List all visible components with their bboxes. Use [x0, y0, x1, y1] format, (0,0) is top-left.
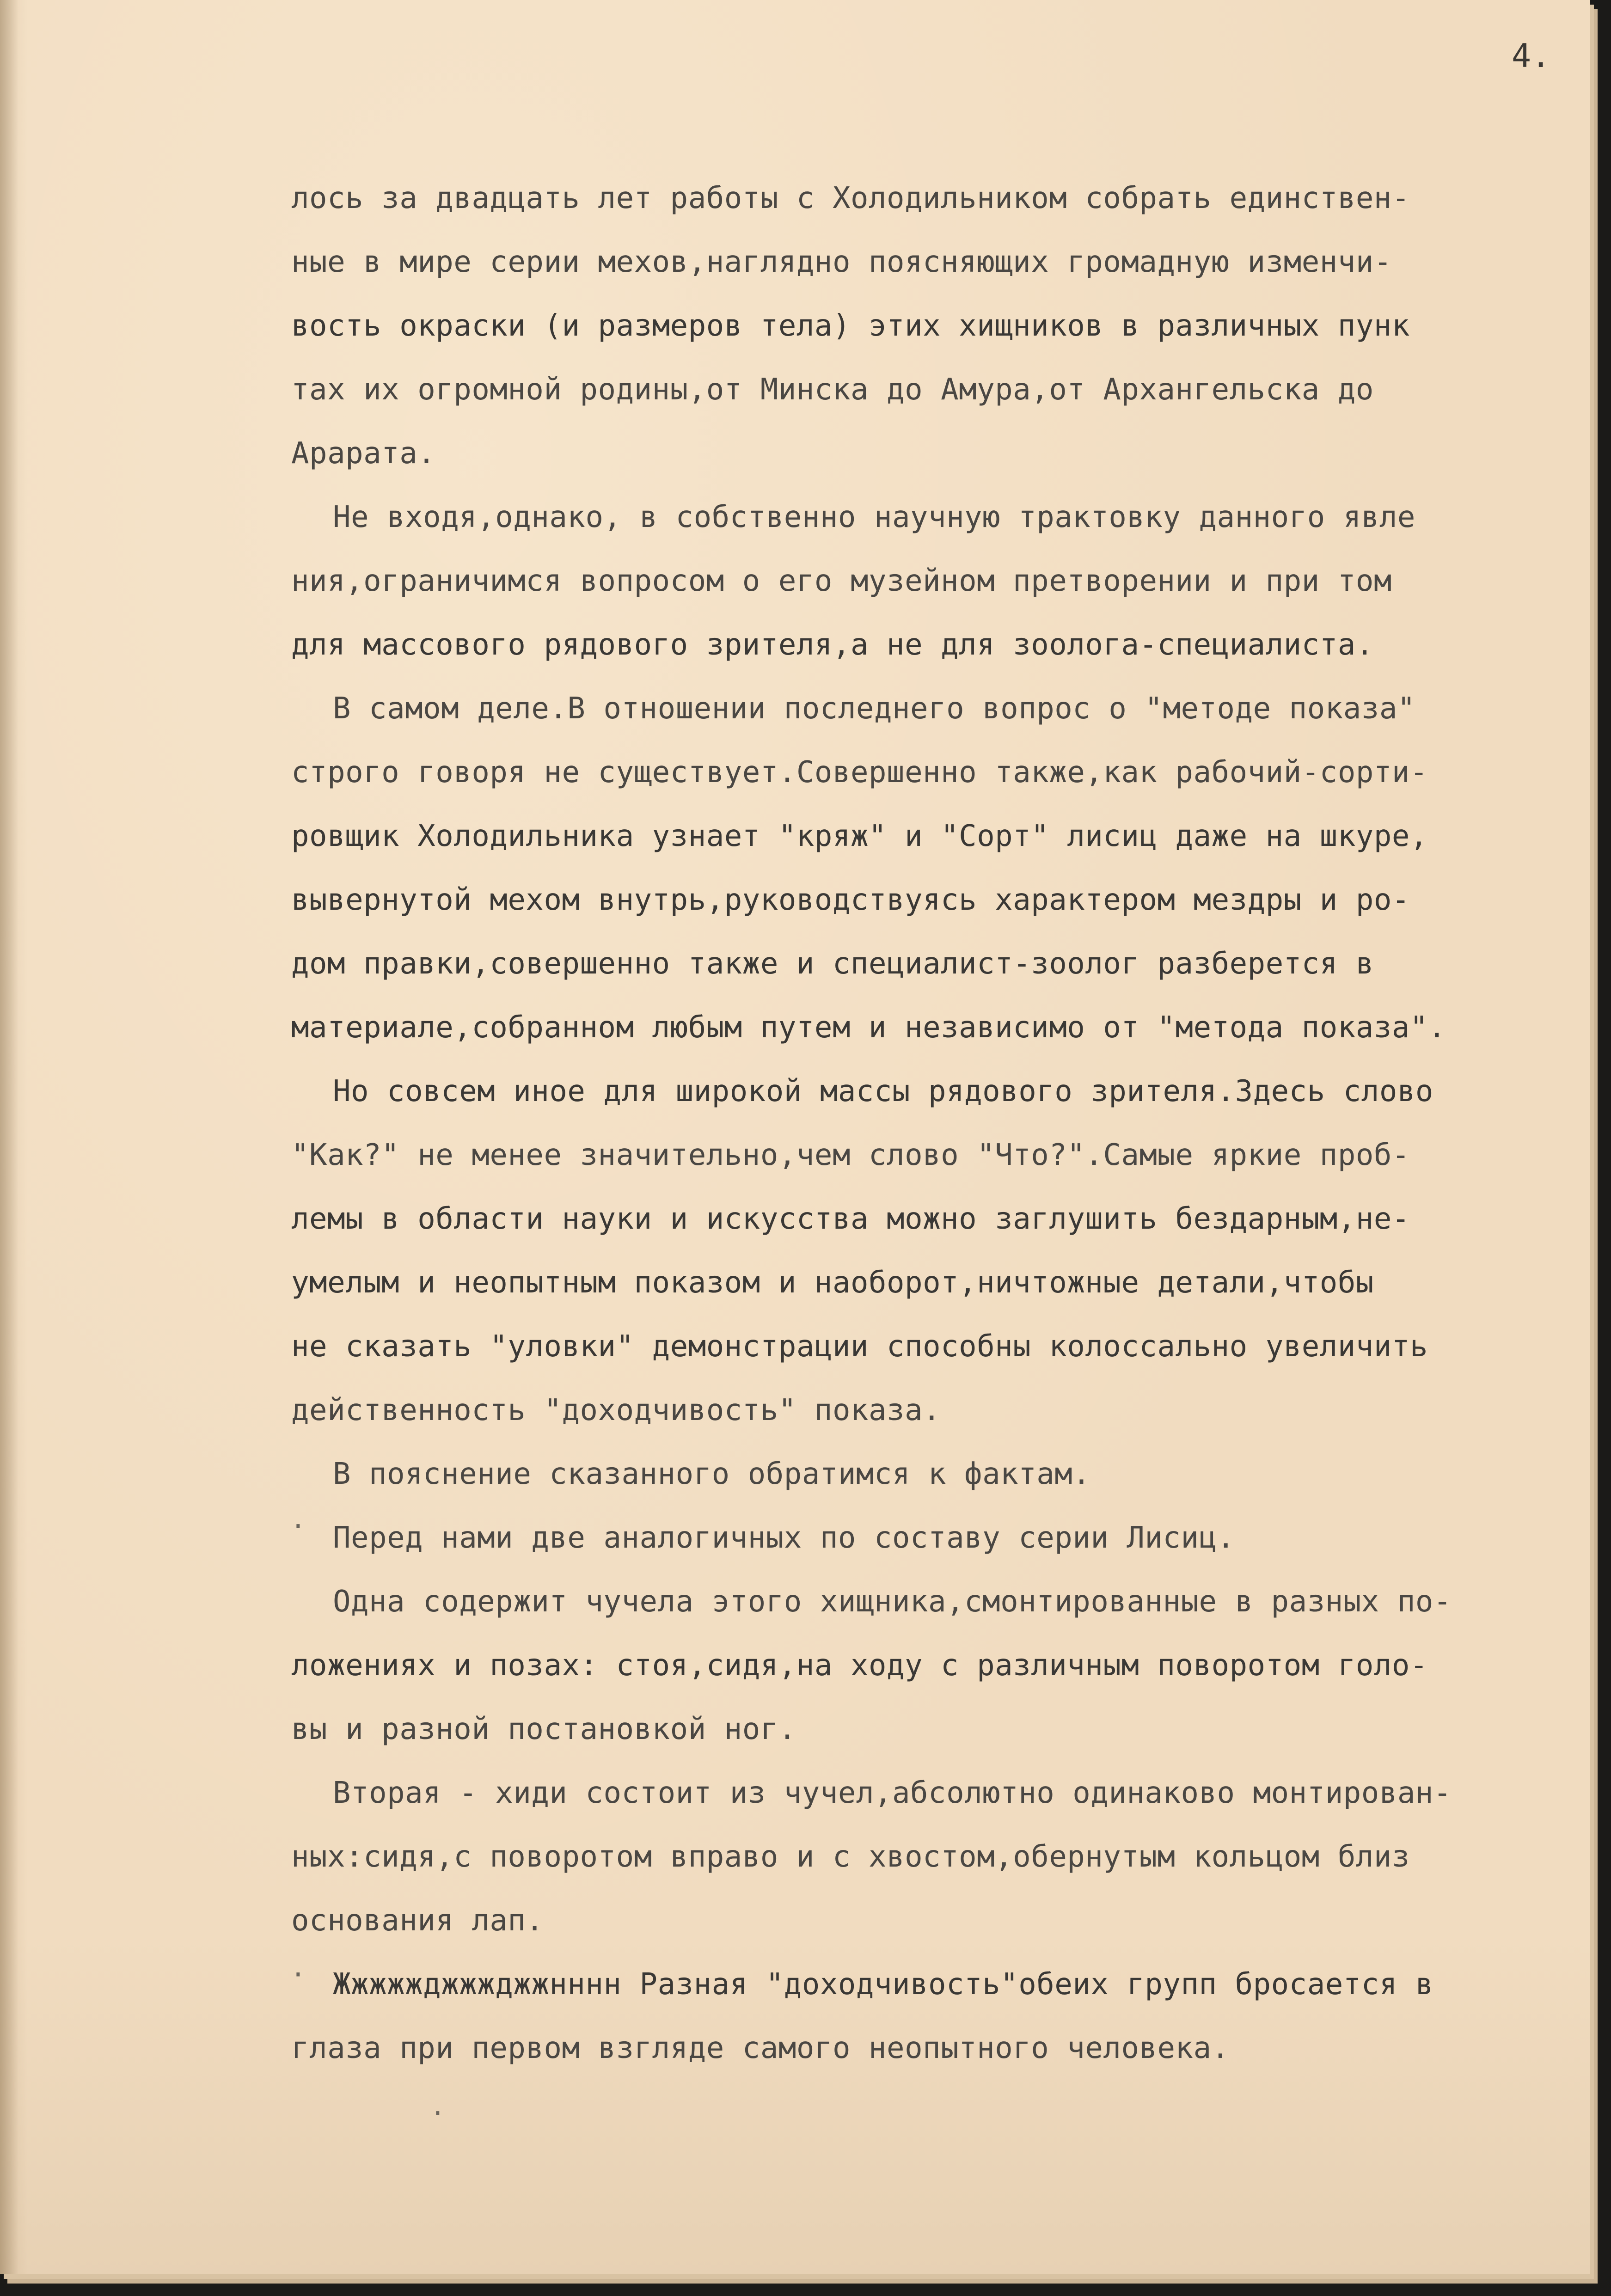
margin-dot-mark: · — [430, 2099, 446, 2129]
text-line: лось за двадцать лет работы с Холодильником собрать единствен- — [291, 181, 1410, 215]
text-line: "Как?" не менее значительно,чем слово "Что?".Самые яркие проб- — [291, 1138, 1410, 1172]
text-line: Вторая - хиди состоит из чучел,абсолютно одинаково монтирован- — [333, 1776, 1452, 1810]
text-line: действенность "доходчивость" показа. — [291, 1393, 941, 1427]
text-line: для массового рядового зрителя,а не для зоолога-специалиста. — [291, 628, 1374, 662]
text-line: вывернутой мехом внутрь,руководствуясь характером мездры и ро- — [291, 883, 1410, 917]
text-line: ния,ограничимся вопросом о его музейном претворении и при том — [291, 564, 1392, 598]
binding-edge-shadow — [0, 0, 18, 2274]
text-line: глаза при первом взгляде самого неопытного человека. — [291, 2031, 1230, 2065]
text-line: ложениях и позах: стоя,сидя,на ходу с различным поворотом голо- — [291, 1648, 1428, 1683]
text-line: умелым и неопытным показом и наоборот,ничтожные детали,чтобы — [291, 1266, 1374, 1300]
text-line: Не входя,однако, в собственно научную трактовку данного явле — [333, 500, 1415, 534]
text-line: основания лап. — [291, 1904, 544, 1938]
text-line: ровщик Холодильника узнает "кряж" и "Сорт" лисиц даже на шкуре, — [291, 819, 1428, 853]
text-line: Жжжжжджжжджжнннн Разная "доходчивость"обеих групп бросается в — [333, 1967, 1433, 2002]
typewritten-text — [291, 166, 1595, 2080]
text-line: Но совсем иное для широкой массы рядового зрителя.Здесь слово — [333, 1074, 1433, 1108]
text-line: Перед нами две аналогичных по составу серии Лисиц. — [333, 1521, 1235, 1555]
text-line: материале,собранном любым путем и независимо от "метода показа". — [291, 1010, 1446, 1045]
text-line: тах их огромной родины,от Минска до Амура,от Архангельска до — [291, 373, 1374, 407]
text-line: Арарата. — [291, 436, 436, 471]
text-line: лемы в области науки и искусства можно заглушить бездарным,не- — [291, 1202, 1410, 1236]
margin-tick-mark: · — [290, 1960, 306, 1990]
text-line: В пояснение сказанного обратимся к фактам. — [333, 1457, 1091, 1491]
text-line: дом правки,совершенно также и специалист-зоолог разберется в — [291, 947, 1374, 981]
text-line: ных:сидя,с поворотом вправо и с хвостом,обернутым кольцом близ — [291, 1840, 1410, 1874]
page-number: 4. — [1512, 37, 1551, 75]
text-line: вы и разной постановкой ног. — [291, 1712, 796, 1746]
text-line: В самом деле.В отношении последнего вопрос о "методе показа" — [333, 692, 1415, 726]
text-line: не сказать "уловки" демонстрации способны колоссально увеличить — [291, 1329, 1428, 1364]
margin-tick-mark: · — [290, 1512, 306, 1542]
text-line: ные в мире серии мехов,наглядно поясняющих громадную изменчи- — [291, 245, 1392, 279]
text-line: вость окраски (и размеров тела) этих хищников в различных пунк — [291, 309, 1410, 343]
text-line: Одна содержит чучела этого хищника,смонтированные в разных по- — [333, 1585, 1452, 1619]
text-line: строго говоря не существует.Совершенно также,как рабочий-сорти- — [291, 755, 1428, 790]
